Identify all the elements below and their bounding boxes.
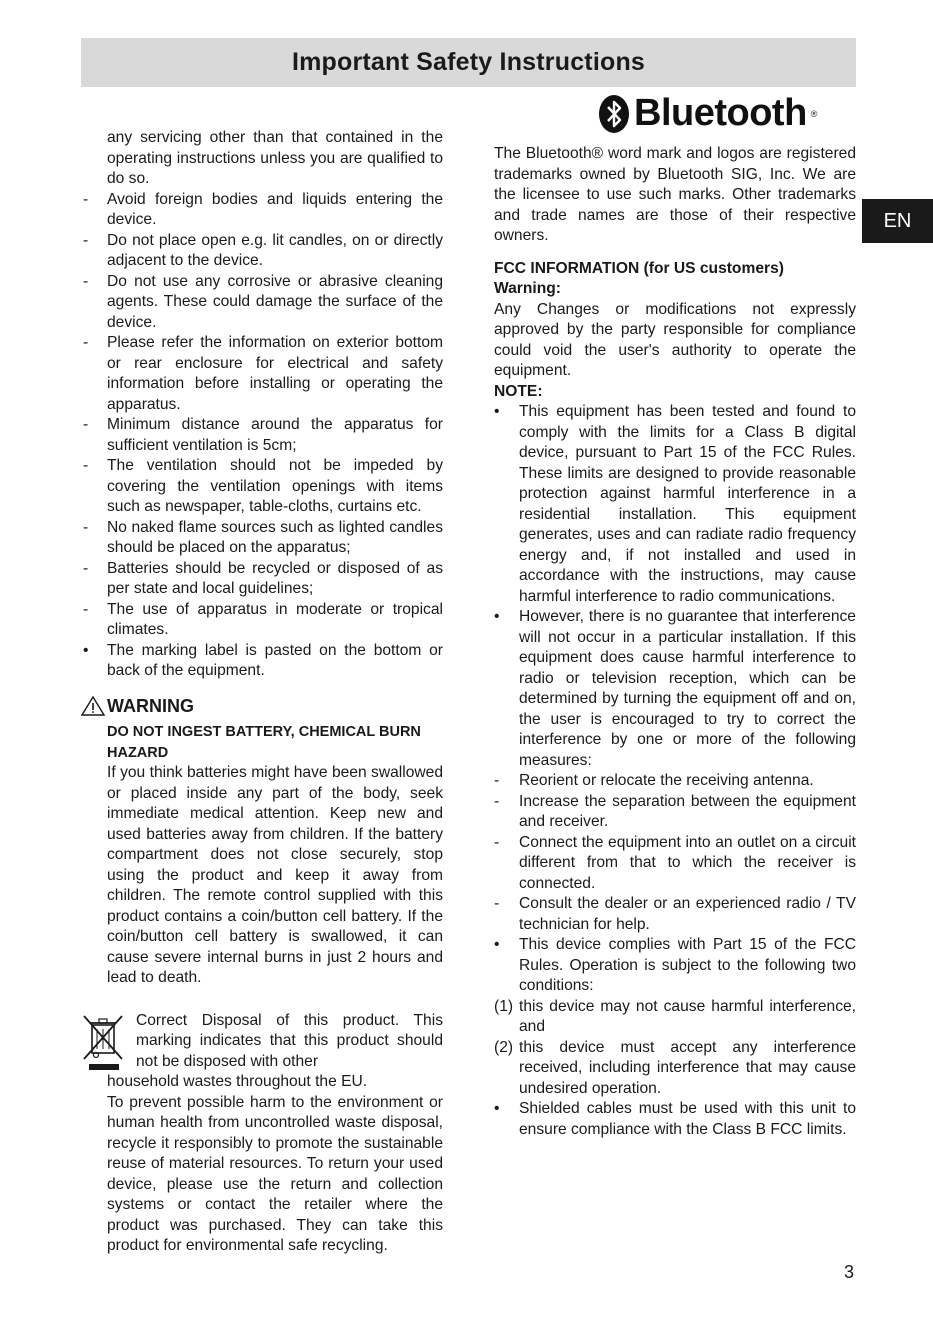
list-item bbox=[81, 231, 443, 272]
list-text: The marking label is pasted on the bottom or back of the equipment. bbox=[107, 641, 443, 679]
list-text: Consult the dealer or an experienced radio / TV technician for help. bbox=[519, 895, 856, 933]
list-marker: • bbox=[494, 936, 500, 953]
disposal-rest-text: household wastes throughout the EU. bbox=[107, 1073, 368, 1090]
bluetooth-logo bbox=[598, 92, 817, 135]
list-item bbox=[81, 190, 443, 231]
list-marker: - bbox=[494, 772, 500, 789]
disposal-lead-text: Correct Disposal of this product. This marking indicates that this product should not be disposed with other bbox=[136, 1011, 443, 1070]
list-item bbox=[494, 1099, 856, 1140]
list-text: Please refer the information on exterior bottom or rear enclosure for electrical and safety information before installing or operating the apparatus. bbox=[107, 334, 443, 413]
list-marker: - bbox=[83, 416, 89, 433]
registered-mark: ® bbox=[810, 108, 818, 119]
list-item bbox=[494, 833, 856, 895]
list-item bbox=[494, 771, 856, 792]
list-marker: - bbox=[83, 272, 89, 290]
fcc-warning-text: Any Changes or modifications not expressly approved by the party responsible for compliance could void the user's authority to operate the equipment. bbox=[494, 300, 856, 379]
fcc-warning-label: Warning: bbox=[494, 280, 561, 297]
list-marker: - bbox=[83, 457, 89, 474]
list-item bbox=[494, 792, 856, 833]
list-item bbox=[494, 402, 856, 607]
list-text: Shielded cables must be used with this unit to ensure compliance with the Class B FCC limits. bbox=[519, 1100, 856, 1138]
list-text: Minimum distance around the apparatus for sufficient ventilation is 5cm; bbox=[107, 416, 443, 454]
page-header bbox=[81, 38, 856, 87]
list-marker: - bbox=[83, 190, 89, 208]
list-item bbox=[494, 935, 856, 997]
list-text: Batteries should be recycled or disposed of as per state and local guidelines; bbox=[107, 559, 443, 597]
list-marker: - bbox=[494, 792, 500, 810]
bluetooth-wordmark: Bluetooth bbox=[634, 92, 807, 134]
list-item bbox=[494, 1038, 856, 1100]
safety-list bbox=[81, 190, 443, 682]
list-text: Reorient or relocate the receiving antenna. bbox=[519, 772, 814, 789]
warning-title: WARNING bbox=[107, 695, 194, 716]
list-text: Do not place open e.g. lit candles, on or directly adjacent to the device. bbox=[107, 231, 443, 269]
list-marker: (2) bbox=[494, 1038, 514, 1056]
right-column bbox=[494, 144, 856, 1140]
list-marker: - bbox=[83, 334, 89, 351]
list-text: Do not use any corrosive or abrasive cleaning agents. These could damage the surface of the device. bbox=[107, 272, 443, 331]
list-item bbox=[494, 607, 856, 771]
list-item bbox=[81, 600, 443, 641]
note-label: NOTE: bbox=[494, 382, 543, 400]
list-item bbox=[494, 997, 856, 1038]
list-item bbox=[81, 641, 443, 682]
fcc-list bbox=[494, 402, 856, 1140]
list-item bbox=[81, 415, 443, 456]
battery-warning-text: If you think batteries might have been swallowed or placed inside any part of the body, seek immediate medical attention. Keep new and used batteries away from children. If the battery compartment does not close securely, stop using the product and keep it away from children. The remote control supplied with this product contains a coin/button cell battery. If the coin/button cell battery is swallowed, it can cause severe internal burns in just 2 hours and lead to death. bbox=[107, 764, 443, 986]
language-tab: EN bbox=[862, 199, 933, 243]
list-text: This device complies with Part 15 of the FCC Rules. Operation is subject to the following two conditions: bbox=[519, 936, 856, 994]
warning-triangle-icon bbox=[81, 696, 105, 716]
list-text: Increase the separation between the equipment and receiver. bbox=[519, 792, 856, 830]
list-marker: (1) bbox=[494, 997, 514, 1015]
list-text: this device must accept any interference received, including interference that may cause undesired operation. bbox=[519, 1038, 856, 1097]
list-text: The use of apparatus in moderate or tropical climates. bbox=[107, 600, 443, 638]
list-item bbox=[81, 272, 443, 334]
list-text: The ventilation should not be impeded by covering the ventilation openings with items such as newspaper, table-cloths, curtains etc. bbox=[107, 457, 443, 515]
page-number: 3 bbox=[844, 1262, 855, 1282]
list-marker: - bbox=[83, 559, 89, 577]
fcc-title: FCC INFORMATION (for US customers) bbox=[494, 259, 784, 277]
list-marker: - bbox=[83, 600, 89, 618]
list-text: No naked flame sources such as lighted candles should be placed on the apparatus; bbox=[107, 518, 443, 556]
warning-subtitle: DO NOT INGEST BATTERY, CHEMICAL BURN HAZARD bbox=[107, 724, 421, 761]
list-text: Connect the equipment into an outlet on a circuit different from that to which the receiver is connected. bbox=[519, 833, 856, 892]
page-title: Important Safety Instructions bbox=[291, 48, 646, 76]
list-marker: - bbox=[83, 231, 89, 249]
list-text: this device may not cause harmful interference, and bbox=[519, 997, 856, 1035]
bluetooth-icon bbox=[598, 94, 630, 134]
list-text: This equipment has been tested and found to comply with the limits for a Class B digital device, pursuant to Part 15 of the FCC Rules. These limits are designed to provide reasonable protection against harmful interference in a residential installation. This equipment generates, uses and can radiate radio frequency energy and, if not installed and used in accordance with the instructions, may cause harmful interference to radio communications. bbox=[519, 403, 856, 605]
list-marker: • bbox=[494, 608, 500, 625]
list-marker: • bbox=[494, 403, 500, 420]
list-marker: • bbox=[494, 1100, 500, 1117]
bluetooth-trademark-text: The Bluetooth® word mark and logos are registered trademarks owned by Bluetooth SIG, Inc. We are the licensee to use such marks. Other trademarks and trade names are those of their respective owners. bbox=[494, 145, 856, 244]
crossed-bin-icon bbox=[81, 1013, 125, 1071]
list-item bbox=[81, 456, 443, 518]
list-item bbox=[81, 518, 443, 559]
list-marker: - bbox=[494, 895, 500, 912]
continued-paragraph: any servicing other than that contained in the operating instructions unless you are qualified to do so. bbox=[107, 129, 443, 187]
disposal-body-text: To prevent possible harm to the environment or human health from uncontrolled waste disposal, recycle it responsibly to promote the sustainable reuse of material resources. To return your used device, please use the return and collection systems or contact the retailer where the product was purchased. They can take this product for environmental safe recycling. bbox=[107, 1093, 443, 1254]
list-marker: - bbox=[83, 518, 89, 536]
list-marker: • bbox=[83, 641, 89, 659]
list-text: Avoid foreign bodies and liquids entering the device. bbox=[107, 190, 443, 228]
list-item bbox=[494, 894, 856, 935]
list-marker: - bbox=[494, 833, 500, 851]
left-column bbox=[81, 128, 443, 1257]
warning-heading bbox=[81, 696, 443, 717]
list-item bbox=[81, 333, 443, 415]
disposal-section bbox=[81, 1011, 443, 1257]
list-item bbox=[81, 559, 443, 600]
list-text: However, there is no guarantee that interference will not occur in a particular installation. If this equipment does cause harmful interference to radio or television reception, which can be determined by turning the equipment off and on, the user is encouraged to try to correct the interference by one or more of the following measures: bbox=[519, 608, 856, 769]
